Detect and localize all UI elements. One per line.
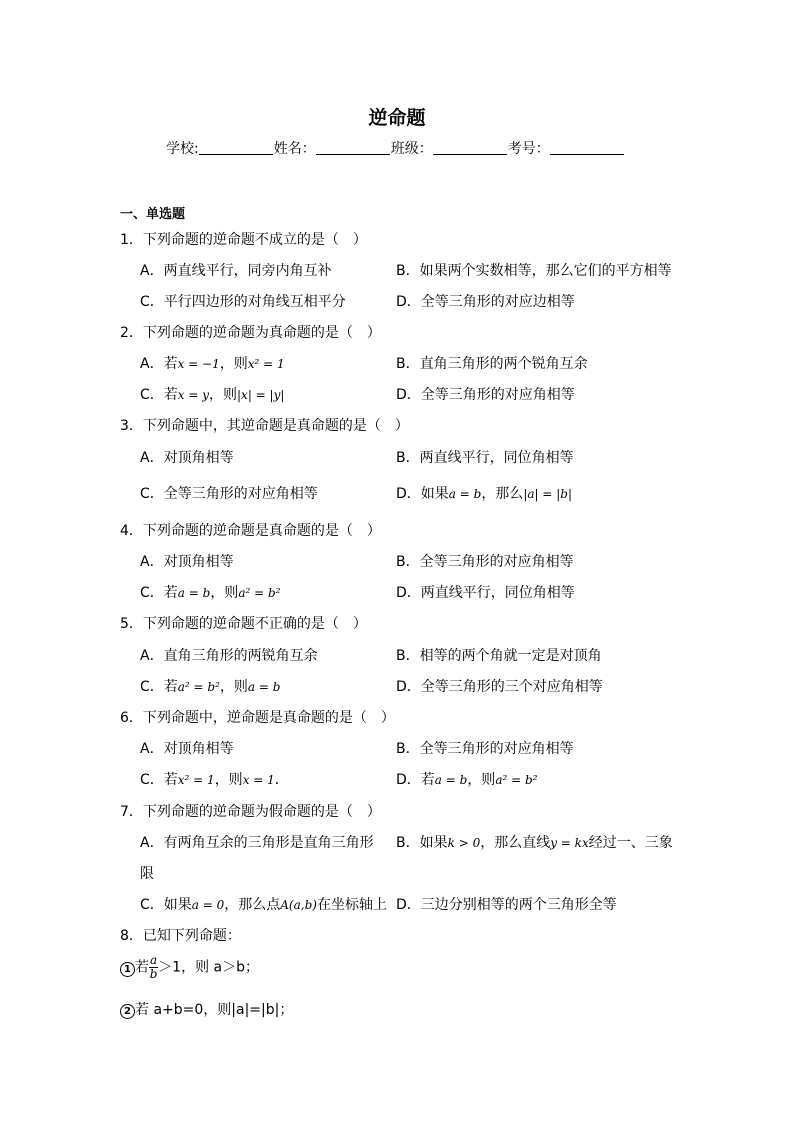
option-text: C．如果: [140, 897, 192, 913]
question-7-option-d: D．三边分别相等的两个三角形全等: [396, 897, 617, 913]
math-expression: a² = b²: [238, 586, 281, 600]
page-title: 逆命题: [368, 107, 426, 129]
question-5-option-c: [140, 676, 280, 696]
question-4-option-d: D．两直线平行，同位角相等: [396, 585, 575, 601]
question-7-option-c: [140, 894, 387, 914]
question-1-option-a: A．两直线平行，同旁内角互补: [140, 263, 332, 279]
option-text: C．若: [140, 679, 178, 695]
question-6-option-c: [140, 769, 289, 789]
option-text: 经过一、三象: [588, 835, 673, 851]
option-text: D．如果: [396, 486, 449, 502]
math-expression: x = y: [177, 388, 210, 402]
option-text: ，那么直线: [480, 835, 551, 851]
math-expression: A(a,b): [280, 898, 317, 912]
question-5-option-d: D．全等三角形的三个对应角相等: [396, 679, 603, 695]
option-text: ，则: [467, 772, 496, 788]
question-4-stem: 4．下列命题的逆命题是真命题的是（ ）: [120, 523, 381, 539]
school-blank[interactable]: [199, 140, 273, 155]
math-expression: a = 0: [191, 898, 225, 912]
circled-number: 2: [120, 1004, 135, 1019]
question-7-option-b: [396, 832, 673, 852]
math-expression: x² = 1: [247, 357, 285, 371]
option-text: ，则: [210, 585, 239, 601]
question-5-option-b: B．相等的两个角就一定是对顶角: [396, 648, 602, 664]
question-1-option-d: D．全等三角形的对应边相等: [396, 294, 575, 310]
question-6-stem: 6．下列命题中，逆命题是真命题的是（ ）: [120, 710, 395, 726]
fraction-denominator: b: [149, 967, 158, 981]
school-label: 学校:: [166, 141, 199, 157]
question-4-option-a: A．对顶角相等: [140, 554, 234, 570]
question-1-option-b: B．如果两个实数相等，那么它们的平方相等: [396, 263, 672, 279]
number-blank[interactable]: [550, 140, 624, 155]
section-heading: 一、单选题: [120, 207, 186, 222]
question-3-option-a: A．对顶角相等: [140, 450, 234, 466]
math-expression: k > 0: [447, 836, 481, 850]
option-text: ，则: [219, 679, 248, 695]
question-4-option-b: B．全等三角形的对应角相等: [396, 554, 574, 570]
option-text: ，则: [214, 772, 243, 788]
question-8-stem: 8．已知下列命题：: [120, 928, 241, 944]
math-expression: |a| = |b|: [523, 487, 573, 501]
question-4-option-c: [140, 582, 280, 602]
question-1-stem: 1．下列命题的逆命题不成立的是（ ）: [120, 232, 367, 248]
question-7-stem: 7．下列命题的逆命题为假命题的是（ ）: [120, 804, 381, 820]
question-2-option-b: B．直角三角形的两个锐角互余: [396, 356, 588, 372]
option-text: D．若: [396, 772, 435, 788]
question-6-option-a: A．对顶角相等: [140, 741, 234, 757]
math-expression: x² = 1: [177, 773, 215, 787]
option-text: ，则: [219, 356, 248, 372]
item-text: 若: [135, 959, 149, 976]
math-expression: x = −1: [177, 357, 220, 371]
option-text: ，那么点: [224, 897, 281, 913]
student-info-line: [166, 138, 625, 158]
question-2-option-c: [140, 384, 284, 404]
math-expression: y = kx: [550, 836, 589, 850]
question-3-stem: 3．下列命题中，其逆命题是真命题的是（ ）: [120, 418, 409, 434]
option-text: A．若: [140, 356, 178, 372]
option-text: C．若: [140, 772, 178, 788]
option-text: C．若: [140, 387, 178, 403]
name-blank[interactable]: [316, 140, 390, 155]
question-2-option-a: [140, 353, 285, 373]
question-2-stem: 2．下列命题的逆命题为真命题的是（ ）: [120, 325, 381, 341]
question-6-option-d: [396, 769, 537, 789]
fraction-numerator: a: [150, 953, 158, 967]
question-1-option-c: C．平行四边形的对角线互相平分: [140, 294, 346, 310]
number-label: 考号：: [507, 141, 550, 157]
question-8-item-1: [120, 954, 259, 981]
question-3-option-c: C．全等三角形的对应角相等: [140, 486, 318, 502]
option-text: C．若: [140, 585, 178, 601]
question-7-option-a: A．有两角互余的三角形是直角三角形: [140, 835, 374, 851]
question-2-option-d: D．全等三角形的对应角相等: [396, 387, 575, 403]
name-label: 姓名：: [273, 141, 316, 157]
circled-number: 1: [120, 962, 135, 977]
option-text: ，则: [209, 387, 238, 403]
item-text: 若 a+b=0，则|a|=|b|；: [135, 1002, 294, 1018]
math-expression: |x| = |y|: [237, 388, 285, 402]
question-5-stem: 5．下列命题的逆命题不正确的是（ ）: [120, 616, 367, 632]
math-expression: a = b: [247, 680, 281, 694]
question-5-option-a: A．直角三角形的两锐角互余: [140, 648, 318, 664]
option-text: ，那么: [481, 486, 524, 502]
question-8-item-2: [120, 999, 293, 1019]
question-7-option-a-continued: 限: [140, 866, 154, 882]
option-text: ．: [274, 772, 289, 788]
fraction: [149, 954, 158, 981]
option-text: 在坐标轴上: [316, 897, 387, 913]
option-text: B．如果: [396, 835, 448, 851]
class-label: 班级：: [390, 141, 433, 157]
math-expression: a = b: [434, 773, 468, 787]
math-expression: a² = b²: [177, 680, 220, 694]
question-6-option-b: B．全等三角形的对应角相等: [396, 741, 574, 757]
question-3-option-b: B．两直线平行，同位角相等: [396, 450, 574, 466]
math-expression: a² = b²: [495, 773, 538, 787]
item-text: ＞1，则 a＞b；: [158, 959, 259, 976]
math-expression: a = b: [448, 487, 482, 501]
class-blank[interactable]: [433, 140, 507, 155]
math-expression: a = b: [177, 586, 211, 600]
math-expression: x = 1: [242, 773, 275, 787]
question-3-option-d: [396, 483, 572, 503]
